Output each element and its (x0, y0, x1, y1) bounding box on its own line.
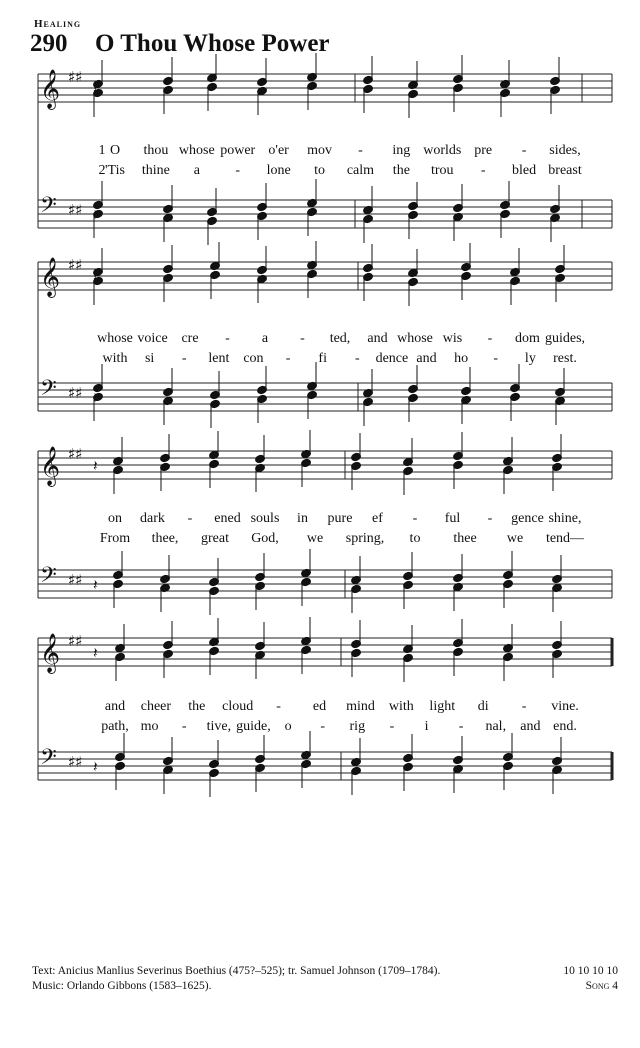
lyric-syllable: - (187, 511, 193, 526)
bass-clef-icon: 𝄢 (40, 376, 57, 406)
lyric-syllable: breast (548, 163, 582, 178)
lyric-syllable: - (458, 719, 464, 734)
lyric-syllable: lone (266, 163, 291, 178)
lyric-syllable: ed (312, 699, 327, 714)
rest-icon: 𝄽 (93, 80, 98, 98)
lyric-syllable: great (201, 531, 229, 546)
lyric-syllable: vine. (551, 699, 579, 714)
lyric-syllable: whose (97, 331, 133, 346)
lyric-syllable: in (297, 511, 308, 526)
lyric-syllable: souls (250, 511, 280, 526)
lyric-syllable: - (521, 699, 527, 714)
lyric-syllable: - (358, 143, 363, 158)
lyric-syllable: path, (101, 719, 129, 734)
lyric-syllable: thou (143, 143, 169, 158)
lyric-syllable: ly (524, 351, 536, 366)
lyric-syllable: dom (515, 331, 540, 346)
lyric-syllable: mind (346, 699, 375, 714)
lyric-syllable: dark (140, 511, 165, 526)
lyric-syllable: i (424, 719, 429, 734)
lyric-syllable: thine (141, 163, 170, 178)
rest-icon: 𝄽 (93, 457, 98, 475)
lyric-syllable: - (320, 719, 326, 734)
verse-number: 2 (98, 163, 106, 178)
lyric-syllable: pure (327, 511, 353, 526)
lyric-syllable: cloud (222, 699, 254, 714)
lyric-syllable: wis (442, 331, 463, 346)
key-signature-icon: ♯♯ (68, 632, 83, 650)
hymn-title: O Thou Whose Power (95, 30, 330, 57)
lyric-syllable: - (389, 719, 395, 734)
lyric-syllable: o'er (268, 143, 289, 158)
lyric-syllable: O (109, 143, 121, 158)
lyric-syllable: end. (553, 719, 577, 734)
lyric-syllable: - (300, 331, 305, 346)
lyric-syllable: bled (512, 163, 537, 178)
lyric-syllable: - (521, 143, 527, 158)
lyric-syllable: - (354, 351, 360, 366)
key-signature-icon: ♯♯ (68, 256, 83, 274)
lyric-syllable: nal, (485, 719, 507, 734)
lyric-syllable: dence (375, 351, 409, 366)
lyric-syllable: on (108, 511, 122, 526)
lyric-syllable: thee (453, 531, 477, 546)
treble-clef-icon: 𝄞 (40, 257, 61, 297)
verse-number: 1 (98, 143, 106, 158)
lyric-syllable: - (487, 511, 493, 526)
lyric-syllable: God, (251, 531, 279, 546)
lyric-syllable: tive, (206, 719, 232, 734)
lyric-syllable: guide, (236, 719, 271, 734)
treble-clef-icon: 𝄞 (40, 69, 61, 109)
lyric-syllable: From (99, 531, 131, 546)
meter: 10 10 10 10 (563, 965, 618, 977)
hymn-number: 290 (30, 30, 68, 57)
lyric-syllable: and (367, 331, 388, 346)
lyric-syllable: tend— (545, 531, 585, 546)
key-signature-icon: ♯♯ (68, 571, 83, 589)
lyric-syllable: and (104, 699, 126, 714)
lyric-syllable: fi (318, 351, 327, 366)
lyric-syllable: whose (178, 143, 215, 158)
lyric-syllable: and (520, 719, 541, 734)
key-signature-icon: ♯♯ (68, 753, 83, 771)
lyric-syllable: rest. (553, 351, 577, 366)
lyric-syllable: 'Tis (105, 163, 125, 178)
lyric-syllable: spring, (345, 531, 385, 546)
key-signature-icon: ♯♯ (68, 201, 83, 219)
lyric-syllable: cheer (140, 699, 172, 714)
lyric-syllable: ful (444, 511, 461, 526)
lyric-syllable: the (392, 163, 410, 178)
section-label: Healing (34, 18, 82, 30)
lyric-syllable: si (144, 351, 155, 366)
rest-icon: 𝄽 (93, 268, 98, 286)
bass-clef-icon: 𝄢 (40, 193, 57, 223)
lyric-syllable: - (493, 351, 499, 366)
treble-clef-icon: 𝄞 (40, 633, 61, 673)
lyric-syllable: with (102, 351, 128, 366)
lyric-syllable: lent (208, 351, 230, 366)
lyric-syllable: ho (454, 351, 469, 366)
lyric-syllable: whose (397, 331, 433, 346)
text-credit: Text: Anicius Manlius Severinus Boethius (475?–525); tr. Samuel Johnson (1709–1784). (32, 965, 441, 977)
lyric-syllable: power (220, 143, 256, 158)
lyric-syllable: a (193, 163, 200, 178)
key-signature-icon: ♯♯ (68, 68, 83, 86)
key-signature-icon: ♯♯ (68, 384, 83, 402)
lyric-syllable: - (181, 719, 187, 734)
lyric-syllable: worlds (423, 143, 462, 158)
lyric-syllable: gence (511, 511, 544, 526)
lyric-syllable: ef (372, 511, 383, 526)
lyric-syllable: pre (474, 143, 493, 158)
lyric-syllable: - (181, 351, 187, 366)
rest-icon: 𝄽 (93, 206, 98, 224)
lyric-syllable: - (487, 331, 493, 346)
lyric-syllable: with (388, 699, 414, 714)
lyric-syllable: shine, (548, 511, 582, 526)
lyric-syllable: - (225, 331, 230, 346)
key-signature-icon: ♯♯ (68, 445, 83, 463)
lyric-syllable: mo (140, 719, 159, 734)
lyric-syllable: cre (181, 331, 199, 346)
rest-icon: 𝄽 (93, 389, 98, 407)
tune-name: Song 4 (585, 980, 618, 992)
rest-icon: 𝄽 (93, 644, 98, 662)
lyric-syllable: ing (392, 143, 411, 158)
lyric-syllable: a (261, 331, 269, 346)
lyric-syllable: ened (214, 511, 241, 526)
lyric-syllable: rig (349, 719, 366, 734)
treble-clef-icon: 𝄞 (40, 446, 61, 486)
lyric-syllable: to (314, 163, 325, 178)
lyric-syllable: and (416, 351, 437, 366)
lyric-syllable: calm (346, 163, 375, 178)
music-credit: Music: Orlando Gibbons (1583–1625). (32, 980, 212, 992)
bass-clef-icon: 𝄢 (40, 563, 57, 593)
lyric-syllable: di (477, 699, 489, 714)
lyric-syllable: we (506, 531, 524, 546)
lyric-syllable: we (306, 531, 324, 546)
lyric-syllable: - (480, 163, 486, 178)
lyric-syllable: guides, (544, 331, 586, 346)
lyric-syllable: con (243, 351, 264, 366)
lyric-syllable: to (409, 531, 421, 546)
lyric-syllable: thee, (151, 531, 179, 546)
lyric-syllable: trou (430, 163, 454, 178)
rest-icon: 𝄽 (93, 576, 98, 594)
lyric-syllable: ted, (329, 331, 351, 346)
lyric-syllable: voice (137, 331, 168, 346)
lyric-syllable: light (429, 699, 456, 714)
bass-clef-icon: 𝄢 (40, 745, 57, 775)
lyric-syllable: mov (307, 143, 332, 158)
lyric-syllable: sides, (549, 143, 581, 158)
lyric-syllable: - (235, 163, 241, 178)
lyric-syllable: o (284, 719, 292, 734)
lyric-syllable: - (276, 699, 281, 714)
rest-icon: 𝄽 (93, 758, 98, 776)
lyric-syllable: the (188, 699, 206, 714)
lyric-syllable: - (285, 351, 291, 366)
lyric-syllable: - (412, 511, 418, 526)
